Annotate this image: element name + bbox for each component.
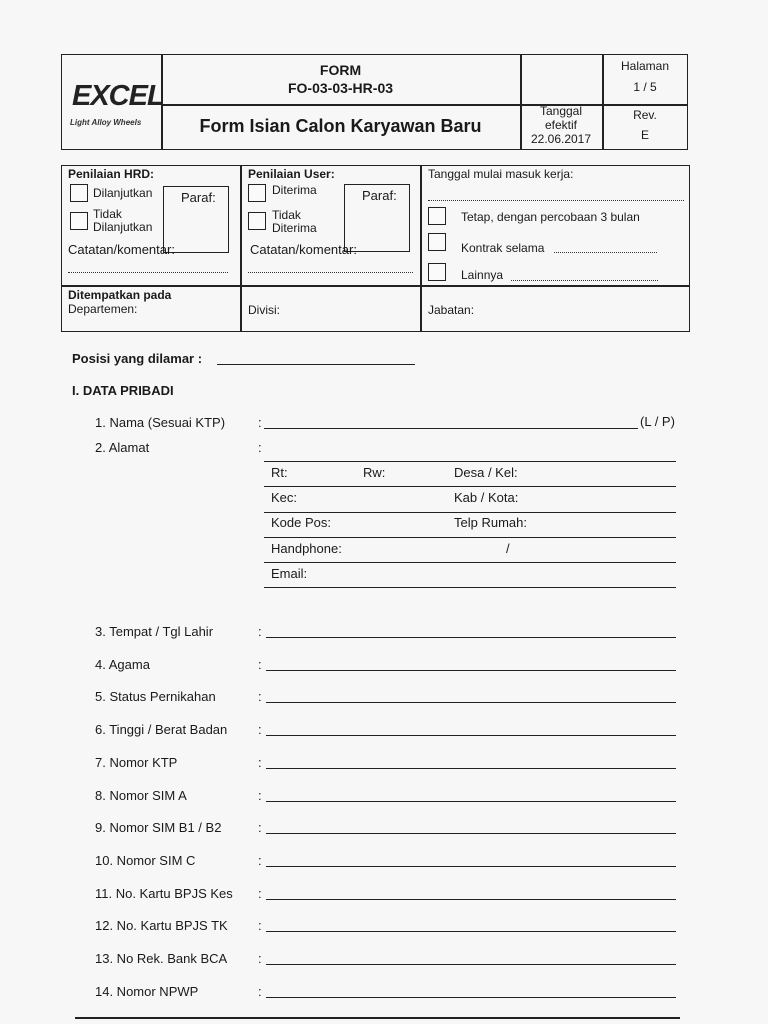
permanent-checkbox[interactable] — [428, 207, 446, 225]
user-accept-checkbox[interactable] — [248, 184, 266, 202]
address-field[interactable] — [264, 461, 676, 462]
list-item-field[interactable] — [266, 899, 676, 900]
date-label-line1: Tanggal — [539, 104, 583, 118]
colon: : — [258, 951, 262, 966]
hrd-notes-line[interactable] — [68, 272, 228, 273]
list-item-label: 9. Nomor SIM B1 / B2 — [95, 820, 222, 835]
list-item-label: 11. No. Kartu BPJS Kes — [95, 886, 233, 901]
department-label: Departemen: — [68, 302, 138, 316]
position-label: Jabatan: — [428, 303, 475, 317]
list-item-field[interactable] — [266, 735, 676, 736]
kec-kab-field[interactable] — [264, 512, 676, 513]
list-item-label: 7. Nomor KTP — [95, 755, 178, 770]
header-divider — [161, 104, 688, 106]
colon: : — [258, 820, 262, 835]
colon: : — [258, 722, 262, 737]
user-notes-label: Catatan/komentar: — [250, 242, 357, 257]
form-label: FORM — [319, 62, 362, 78]
division-label: Divisi: — [248, 303, 280, 317]
hrd-assessment-title: Penilaian HRD: — [68, 167, 155, 181]
hrd-notes-label: Catatan/komentar: — [68, 242, 175, 257]
colon: : — [258, 624, 262, 639]
user-assessment-title: Penilaian User: — [248, 167, 335, 181]
page-value: 1 / 5 — [633, 80, 657, 94]
logo-tagline: Light Alloy Wheels — [70, 118, 142, 127]
form-title: Form Isian Calon Karyawan Baru — [199, 116, 482, 136]
list-item-label: 10. Nomor SIM C — [95, 853, 196, 868]
email-field[interactable] — [264, 587, 676, 588]
list-item-field[interactable] — [266, 768, 676, 769]
placement-title: Ditempatkan pada — [68, 288, 172, 302]
assessment-divider — [240, 165, 242, 332]
company-logo: EXCEL — [72, 80, 164, 112]
user-reject-checkbox[interactable] — [248, 212, 266, 230]
desa-label: Desa / Kel: — [454, 465, 518, 480]
home-phone-label: Telp Rumah: — [454, 515, 527, 530]
colon: : — [258, 984, 262, 999]
hrd-not-line2: Dilanjutkan — [93, 220, 153, 234]
form-code: FO-03-03-HR-03 — [287, 80, 394, 96]
address-label: 2. Alamat — [95, 440, 150, 455]
handphone-field[interactable] — [264, 562, 676, 563]
handphone-label: Handphone: — [271, 541, 342, 556]
permanent-label: Tetap, dengan percobaan 3 bulan — [461, 210, 640, 224]
effective-date-value: 22.06.2017 — [530, 132, 592, 146]
user-notes-line[interactable] — [248, 272, 413, 273]
placement-label — [68, 288, 171, 316]
colon: : — [258, 755, 262, 770]
list-item-label: 12. No. Kartu BPJS TK — [95, 918, 228, 933]
list-item-label: 4. Agama — [95, 657, 150, 672]
footer-rule — [75, 1017, 680, 1019]
list-item-field[interactable] — [266, 670, 676, 671]
list-item-label: 8. Nomor SIM A — [95, 788, 187, 803]
effective-date-label — [520, 104, 602, 146]
colon: : — [258, 918, 262, 933]
list-item-field[interactable] — [266, 866, 676, 867]
assessment-divider — [61, 285, 690, 287]
assessment-divider — [420, 165, 422, 332]
user-accept-label: Diterima — [272, 183, 317, 197]
date-label-line2: efektif — [544, 118, 577, 132]
list-item-field[interactable] — [266, 637, 676, 638]
list-item-field[interactable] — [266, 702, 676, 703]
hrd-not-continue-label — [93, 208, 152, 234]
colon: : — [258, 415, 262, 430]
rw-label: Rw: — [363, 465, 386, 480]
colon: : — [258, 657, 262, 672]
handphone-separator: / — [506, 541, 510, 556]
list-item-field[interactable] — [266, 964, 676, 965]
email-label: Email: — [271, 566, 308, 581]
list-item-field[interactable] — [266, 997, 676, 998]
hrd-not-line1: Tidak — [93, 207, 122, 221]
hrd-not-continue-checkbox[interactable] — [70, 212, 88, 230]
other-label: Lainnya — [461, 268, 504, 282]
list-item-label: 3. Tempat / Tgl Lahir — [95, 624, 214, 639]
user-reject-label — [272, 209, 317, 235]
user-reject-line2: Diterima — [272, 221, 317, 235]
start-date-line[interactable] — [428, 200, 684, 201]
colon: : — [258, 853, 262, 868]
page-label: Halaman — [620, 59, 670, 73]
user-reject-line1: Tidak — [272, 208, 301, 222]
list-item-label: 6. Tinggi / Berat Badan — [95, 722, 228, 737]
colon: : — [258, 788, 262, 803]
rt-label: Rt: — [271, 465, 288, 480]
contract-duration-line[interactable] — [554, 252, 657, 253]
other-line[interactable] — [511, 280, 658, 281]
list-item-label: 5. Status Pernikahan — [95, 689, 216, 704]
other-checkbox[interactable] — [428, 263, 446, 281]
rt-rw-desa-field[interactable] — [264, 486, 676, 487]
postal-phone-field[interactable] — [264, 537, 676, 538]
contract-checkbox[interactable] — [428, 233, 446, 251]
list-item-label: 14. Nomor NPWP — [95, 984, 199, 999]
name-field[interactable] — [264, 428, 638, 429]
gender-label: (L / P) — [640, 414, 675, 429]
revision-value: E — [640, 128, 649, 142]
list-item-field[interactable] — [266, 931, 676, 932]
hrd-paraf-label: Paraf: — [181, 190, 216, 205]
colon: : — [258, 440, 262, 455]
hrd-continue-checkbox[interactable] — [70, 184, 88, 202]
start-date-label: Tanggal mulai masuk kerja: — [428, 167, 574, 181]
colon: : — [258, 689, 262, 704]
kec-label: Kec: — [271, 490, 298, 505]
colon: : — [258, 886, 262, 901]
postal-code-label: Kode Pos: — [271, 515, 331, 530]
applied-position-label: Posisi yang dilamar : — [72, 351, 203, 366]
contract-label: Kontrak selama — [461, 241, 545, 255]
revision-label: Rev. — [633, 108, 657, 122]
hrd-continue-label: Dilanjutkan — [93, 186, 153, 200]
list-item-label: 13. No Rek. Bank BCA — [95, 951, 228, 966]
list-item-field[interactable] — [266, 801, 676, 802]
user-paraf-label: Paraf: — [362, 188, 397, 203]
kab-label: Kab / Kota: — [454, 490, 519, 505]
applied-position-field[interactable] — [217, 364, 415, 365]
name-label: 1. Nama (Sesuai KTP) — [95, 415, 226, 430]
list-item-field[interactable] — [266, 833, 676, 834]
section-title: I. DATA PRIBADI — [72, 383, 174, 398]
